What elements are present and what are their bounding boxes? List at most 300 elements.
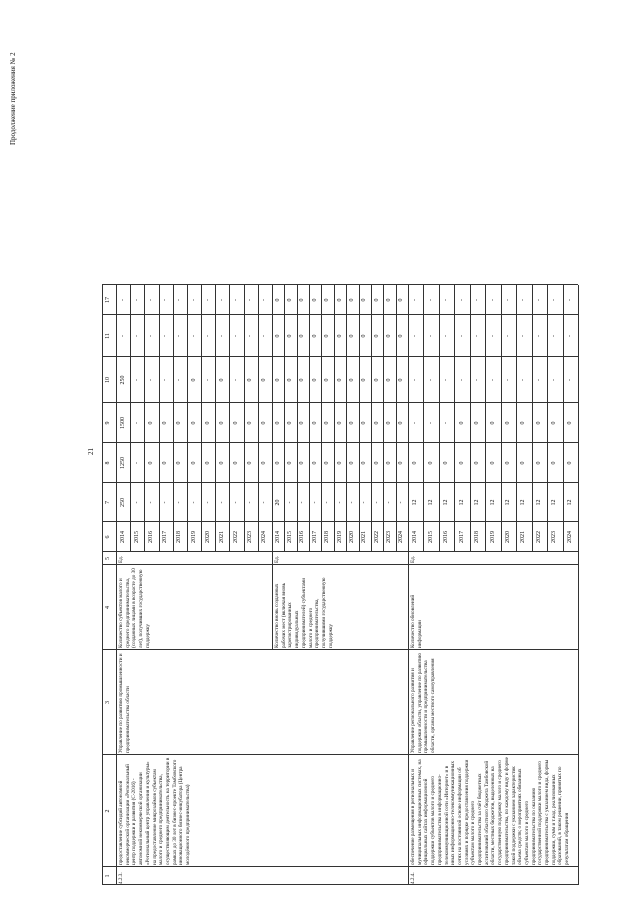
year-cell: 2018 bbox=[324, 531, 331, 543]
value-cell: - bbox=[474, 299, 481, 301]
col-rule bbox=[116, 402, 578, 403]
year-row-rule bbox=[439, 285, 440, 552]
value-cell: 0 bbox=[361, 421, 368, 425]
value-cell: - bbox=[176, 299, 183, 301]
value-cell: - bbox=[504, 379, 511, 381]
value-cell: 0 bbox=[274, 378, 281, 382]
value-cell: 0 bbox=[535, 461, 542, 465]
value-cell: - bbox=[299, 501, 306, 504]
value-cell: 0 bbox=[287, 421, 294, 425]
indicator-name: Количество вновь созданных рабочих мест (включая вновь зарегистрированных индивидуальных предпринимателей) субъектами малого и среднего предпринимательства, получившими государственную поддержку bbox=[274, 577, 334, 648]
year-cell: 2015 bbox=[133, 531, 140, 543]
col-rule bbox=[116, 884, 578, 885]
year-cell: 2020 bbox=[348, 531, 355, 543]
value-cell: 0 bbox=[398, 298, 405, 302]
year-cell: 2016 bbox=[443, 531, 450, 543]
value-cell: 0 bbox=[361, 334, 368, 338]
value-cell: - bbox=[427, 422, 434, 424]
value-cell: - bbox=[133, 299, 140, 301]
value-cell: - bbox=[551, 299, 558, 301]
value-cell: 0 bbox=[274, 334, 281, 338]
year-row-rule bbox=[547, 285, 548, 552]
value-cell: - bbox=[520, 299, 527, 301]
value-cell: - bbox=[458, 299, 465, 301]
value-cell: 1250 bbox=[119, 457, 126, 469]
header-cell: 9 bbox=[105, 421, 111, 425]
value-cell: 0 bbox=[443, 461, 450, 465]
unit-of-measure: Ед. bbox=[274, 555, 280, 563]
value-cell: - bbox=[348, 501, 355, 504]
col-rule bbox=[116, 442, 578, 443]
header-cell: 11 bbox=[105, 333, 111, 339]
value-cell: 0 bbox=[348, 421, 355, 425]
value-cell: 12 bbox=[551, 499, 558, 506]
header-col-rule bbox=[102, 284, 116, 285]
year-row-rule bbox=[383, 285, 384, 552]
value-cell: - bbox=[412, 335, 419, 337]
year-cell: 2017 bbox=[458, 531, 465, 543]
value-cell: 0 bbox=[336, 298, 343, 302]
value-cell: - bbox=[176, 335, 183, 337]
value-cell: - bbox=[427, 379, 434, 381]
responsible-executor: Управление регионального развития и поддержки области, управление по развитию промышленности и предпринимательства области, органы местного самоуправления bbox=[410, 653, 437, 753]
year-row-rule bbox=[144, 285, 145, 552]
value-cell: 20 bbox=[274, 499, 281, 506]
value-cell: 0 bbox=[299, 461, 306, 465]
value-cell: 0 bbox=[218, 461, 225, 465]
value-cell: 0 bbox=[398, 461, 405, 465]
value-cell: - bbox=[133, 422, 140, 424]
table-top-rule bbox=[102, 285, 103, 885]
value-cell: - bbox=[287, 501, 294, 504]
col-rule bbox=[116, 866, 578, 867]
value-cell: 0 bbox=[348, 298, 355, 302]
header-cell: 3 bbox=[105, 701, 111, 704]
value-cell: - bbox=[176, 501, 183, 504]
value-cell: 0 bbox=[504, 421, 511, 425]
value-cell: 0 bbox=[489, 421, 496, 425]
page-number: 21 bbox=[87, 448, 95, 455]
value-cell: 0 bbox=[520, 461, 527, 465]
year-row-rule bbox=[346, 285, 347, 552]
value-cell: 0 bbox=[261, 378, 268, 382]
year-row-rule bbox=[159, 285, 160, 552]
value-cell: 0 bbox=[176, 421, 183, 425]
year-cell: 2020 bbox=[504, 531, 511, 543]
value-cell: - bbox=[443, 335, 450, 337]
value-cell: 0 bbox=[261, 421, 268, 425]
value-cell: 0 bbox=[299, 421, 306, 425]
value-cell: 0 bbox=[147, 421, 154, 425]
value-cell: 0 bbox=[361, 461, 368, 465]
value-cell: - bbox=[204, 335, 211, 337]
value-cell: - bbox=[504, 335, 511, 337]
value-cell: - bbox=[162, 501, 169, 504]
value-cell: 0 bbox=[311, 421, 318, 425]
year-row-rule bbox=[532, 285, 533, 552]
value-cell: - bbox=[427, 299, 434, 301]
value-cell: 12 bbox=[474, 499, 481, 506]
header-cell: 8 bbox=[105, 461, 111, 465]
header-col-rule bbox=[102, 884, 116, 885]
value-cell: - bbox=[489, 335, 496, 337]
year-cell: 2020 bbox=[204, 531, 211, 543]
value-cell: 0 bbox=[348, 378, 355, 382]
year-cell: 2016 bbox=[147, 531, 154, 543]
year-cell: 2014 bbox=[274, 531, 281, 543]
value-cell: - bbox=[133, 335, 140, 337]
value-cell: 0 bbox=[204, 461, 211, 465]
value-cell: - bbox=[535, 379, 542, 381]
header-col-rule bbox=[102, 356, 116, 357]
value-cell: - bbox=[247, 299, 254, 301]
value-cell: - bbox=[443, 422, 450, 424]
value-cell: - bbox=[458, 379, 465, 381]
year-cell: 2021 bbox=[218, 531, 225, 543]
value-cell: - bbox=[147, 335, 154, 337]
year-row-rule bbox=[187, 285, 188, 552]
year-cell: 2021 bbox=[520, 531, 527, 543]
col-rule bbox=[116, 564, 578, 565]
value-cell: - bbox=[261, 299, 268, 301]
year-cell: 2024 bbox=[398, 531, 405, 543]
value-cell: 0 bbox=[311, 461, 318, 465]
value-cell: - bbox=[566, 379, 573, 381]
value-cell: - bbox=[190, 299, 197, 301]
header-col-rule bbox=[102, 521, 116, 522]
year-row-rule bbox=[423, 285, 424, 552]
value-cell: 0 bbox=[324, 334, 331, 338]
value-cell: 0 bbox=[373, 461, 380, 465]
col-rule bbox=[116, 314, 578, 315]
value-cell: - bbox=[233, 501, 240, 504]
header-cell: 5 bbox=[105, 557, 111, 560]
section-rule bbox=[408, 285, 409, 885]
value-cell: 0 bbox=[162, 421, 169, 425]
value-cell: 0 bbox=[489, 461, 496, 465]
value-cell: 0 bbox=[385, 298, 392, 302]
value-cell: 0 bbox=[204, 421, 211, 425]
year-cell: 2014 bbox=[412, 531, 419, 543]
header-col-rule bbox=[102, 482, 116, 483]
header-cell: 7 bbox=[105, 501, 111, 504]
year-cell: 2023 bbox=[247, 531, 254, 543]
year-row-rule bbox=[334, 285, 335, 552]
value-cell: 12 bbox=[412, 499, 419, 506]
value-cell: 0 bbox=[520, 421, 527, 425]
value-cell: 12 bbox=[566, 499, 573, 506]
value-cell: - bbox=[176, 379, 183, 381]
year-cell: 2021 bbox=[361, 531, 368, 543]
measure-description: предоставление субсидий автономной некоммерческой организации «Региональный центр поддержки и развития (С-2016) - автономной некоммерческой организации «Региональный центр управления и культуры» на предоставление микрозаймов субъектам малого и среднего предпринимательства, осуществляющим деятельность на территории в рамках до 30 лет в бизнес-проекте Тамбовского инновационного бизнес-инкубатора (Центра молодёжного предпринимательства) bbox=[118, 757, 192, 865]
year-cell: 2024 bbox=[261, 531, 268, 543]
value-cell: - bbox=[504, 299, 511, 301]
value-cell: 0 bbox=[274, 461, 281, 465]
value-cell: - bbox=[566, 299, 573, 301]
value-cell: - bbox=[443, 379, 450, 381]
value-cell: - bbox=[233, 299, 240, 301]
value-cell: 0 bbox=[504, 461, 511, 465]
value-cell: 0 bbox=[247, 378, 254, 382]
year-cell: 2017 bbox=[162, 531, 169, 543]
value-cell: 0 bbox=[336, 378, 343, 382]
value-cell: 0 bbox=[385, 334, 392, 338]
header-col-rule bbox=[102, 754, 116, 755]
value-cell: 250 bbox=[119, 498, 126, 507]
value-cell: 0 bbox=[287, 298, 294, 302]
value-cell: 0 bbox=[398, 378, 405, 382]
header-cell: 1 bbox=[105, 874, 111, 878]
value-cell: 0 bbox=[247, 421, 254, 425]
value-cell: - bbox=[474, 335, 481, 337]
value-cell: 0 bbox=[373, 334, 380, 338]
value-cell: - bbox=[147, 501, 154, 504]
header-cell: 6 bbox=[105, 535, 111, 539]
value-cell: 12 bbox=[535, 499, 542, 506]
value-cell: - bbox=[204, 379, 211, 381]
value-cell: - bbox=[162, 299, 169, 301]
value-cell: - bbox=[535, 335, 542, 337]
value-cell: 0 bbox=[427, 461, 434, 465]
year-cell: 2016 bbox=[299, 531, 306, 543]
header-cell: 4 bbox=[105, 606, 111, 609]
value-cell: 0 bbox=[551, 421, 558, 425]
year-row-rule bbox=[309, 285, 310, 552]
value-cell: 0 bbox=[233, 421, 240, 425]
value-cell: 0 bbox=[287, 378, 294, 382]
year-row-rule bbox=[258, 285, 259, 552]
value-cell: 0 bbox=[566, 421, 573, 425]
year-cell: 2022 bbox=[535, 531, 542, 543]
value-cell: 0 bbox=[348, 461, 355, 465]
value-cell: - bbox=[489, 379, 496, 381]
value-cell: - bbox=[162, 335, 169, 337]
value-cell: 0 bbox=[324, 298, 331, 302]
year-row-rule bbox=[359, 285, 360, 552]
value-cell: - bbox=[427, 335, 434, 337]
header-cell: 17 bbox=[105, 297, 111, 303]
value-cell: 0 bbox=[474, 461, 481, 465]
value-cell: 0 bbox=[233, 461, 240, 465]
value-cell: 0 bbox=[385, 461, 392, 465]
value-cell: - bbox=[551, 335, 558, 337]
value-cell: - bbox=[147, 299, 154, 301]
value-cell: - bbox=[261, 335, 268, 337]
value-cell: 0 bbox=[324, 461, 331, 465]
value-cell: 0 bbox=[218, 378, 225, 382]
value-cell: 0 bbox=[398, 421, 405, 425]
section-rule bbox=[578, 285, 579, 885]
value-cell: - bbox=[190, 335, 197, 337]
value-cell: 0 bbox=[348, 334, 355, 338]
year-row-rule bbox=[297, 285, 298, 552]
col-rule bbox=[116, 482, 578, 483]
indicator-name: Количество обновлений информации bbox=[410, 594, 423, 648]
value-cell: 0 bbox=[299, 378, 306, 382]
value-cell: 0 bbox=[361, 378, 368, 382]
value-cell: 0 bbox=[566, 461, 573, 465]
col-rule bbox=[116, 356, 578, 357]
value-cell: 0 bbox=[190, 461, 197, 465]
unit-of-measure: Ед. bbox=[410, 555, 416, 563]
value-cell: 0 bbox=[373, 421, 380, 425]
value-cell: - bbox=[520, 379, 527, 381]
year-cell: 2015 bbox=[427, 531, 434, 543]
year-cell: 2023 bbox=[551, 531, 558, 543]
value-cell: - bbox=[261, 501, 268, 504]
year-cell: 2022 bbox=[233, 531, 240, 543]
value-cell: - bbox=[412, 422, 419, 424]
col-rule bbox=[116, 284, 578, 285]
value-cell: - bbox=[566, 335, 573, 337]
value-cell: - bbox=[204, 501, 211, 504]
value-cell: - bbox=[133, 501, 140, 504]
value-cell: - bbox=[218, 299, 225, 301]
value-cell: - bbox=[162, 379, 169, 381]
header-col-rule bbox=[102, 402, 116, 403]
value-cell: 0 bbox=[190, 378, 197, 382]
value-cell: - bbox=[247, 501, 254, 504]
year-cell: 2015 bbox=[287, 531, 294, 543]
appendix-label: Продолжение приложения № 2 bbox=[9, 52, 17, 145]
value-cell: - bbox=[119, 299, 126, 301]
col-rule bbox=[116, 649, 578, 650]
year-row-rule bbox=[321, 285, 322, 552]
year-row-rule bbox=[501, 285, 502, 552]
value-cell: 0 bbox=[551, 461, 558, 465]
year-row-rule bbox=[229, 285, 230, 552]
value-cell: 0 bbox=[361, 298, 368, 302]
year-cell: 2017 bbox=[311, 531, 318, 543]
value-cell: - bbox=[551, 379, 558, 381]
value-cell: - bbox=[233, 335, 240, 337]
value-cell: 0 bbox=[190, 421, 197, 425]
value-cell: 12 bbox=[489, 499, 496, 506]
value-cell: 0 bbox=[299, 334, 306, 338]
value-cell: 0 bbox=[311, 378, 318, 382]
value-cell: - bbox=[535, 299, 542, 301]
year-cell: 2019 bbox=[190, 531, 197, 543]
value-cell: 0 bbox=[299, 298, 306, 302]
value-cell: - bbox=[336, 501, 343, 504]
year-cell: 2024 bbox=[566, 531, 573, 543]
year-cell: 2018 bbox=[474, 531, 481, 543]
measure-description: обеспечение размещения в региональных и муниципальных информационных системах, на официальных сайтах информационной поддержки субъектов малого и среднего предпринимательства в информационно-телекоммуникационной сети «Интернет» и в иных информационно-телекоммуникационных сетях на постоянной основе информации об условиях и порядке предоставления поддержки субъектам малого и среднего предпринимательства за счёт бюджетных ассигнований областного бюджета Тамбовской области, местных бюджетов, выделенных на государственную поддержку малого и среднего предпринимательства, по каждому виду и форме такой поддержки с указанием характеристик объема средств; о мероприятиях обязанных субъектам малого и среднего предпринимательства по оказанию государственной поддержки малого и среднего предпринимательства с указанием вида, формы поддержки, сумм и т.над. реализованных образований, в таком решении, принятых по результатам обращения bbox=[410, 757, 571, 865]
value-cell: 0 bbox=[535, 421, 542, 425]
value-cell: 0 bbox=[176, 461, 183, 465]
value-cell: 0 bbox=[373, 378, 380, 382]
value-cell: 12 bbox=[458, 499, 465, 506]
value-cell: - bbox=[190, 501, 197, 504]
header-col-rule bbox=[102, 866, 116, 867]
value-cell: 0 bbox=[287, 461, 294, 465]
value-cell: - bbox=[324, 501, 331, 504]
value-cell: - bbox=[373, 501, 380, 504]
year-row-rule bbox=[470, 285, 471, 552]
value-cell: 0 bbox=[287, 334, 294, 338]
year-row-rule bbox=[215, 285, 216, 552]
value-cell: 0 bbox=[412, 461, 419, 465]
header-col-rule bbox=[102, 564, 116, 565]
year-row-rule bbox=[130, 285, 131, 552]
value-cell: 0 bbox=[324, 378, 331, 382]
value-cell: 0 bbox=[247, 461, 254, 465]
value-cell: - bbox=[443, 299, 450, 301]
value-cell: - bbox=[119, 335, 126, 337]
year-row-rule bbox=[485, 285, 486, 552]
year-cell: 2022 bbox=[373, 531, 380, 543]
year-row-rule bbox=[396, 285, 397, 552]
col-rule bbox=[116, 521, 578, 522]
row-number: 4.2.4. bbox=[410, 872, 416, 884]
value-cell: - bbox=[133, 379, 140, 381]
value-cell: - bbox=[398, 501, 405, 504]
value-cell: 0 bbox=[336, 421, 343, 425]
year-row-rule bbox=[173, 285, 174, 552]
year-cell: 2019 bbox=[489, 531, 496, 543]
year-cell: 2019 bbox=[336, 531, 343, 543]
value-cell: 0 bbox=[373, 298, 380, 302]
value-cell: 12 bbox=[504, 499, 511, 506]
header-col-rule bbox=[102, 551, 116, 552]
value-cell: 0 bbox=[311, 334, 318, 338]
row-number: 4.2.3. bbox=[118, 872, 124, 884]
value-cell: - bbox=[520, 335, 527, 337]
header-col-rule bbox=[102, 442, 116, 443]
value-cell: 0 bbox=[458, 461, 465, 465]
value-cell: 0 bbox=[336, 461, 343, 465]
value-cell: - bbox=[412, 379, 419, 381]
value-cell: 12 bbox=[520, 499, 527, 506]
value-cell: 0 bbox=[261, 461, 268, 465]
year-cell: 2023 bbox=[385, 531, 392, 543]
value-cell: 1500 bbox=[119, 417, 126, 429]
header-cell: 10 bbox=[105, 377, 111, 383]
value-cell: 0 bbox=[458, 421, 465, 425]
value-cell: - bbox=[218, 501, 225, 504]
year-row-rule bbox=[284, 285, 285, 552]
year-row-rule bbox=[371, 285, 372, 552]
value-cell: 0 bbox=[162, 461, 169, 465]
year-row-rule bbox=[454, 285, 455, 552]
header-cell: 2 bbox=[105, 809, 111, 813]
year-row-rule bbox=[201, 285, 202, 552]
value-cell: - bbox=[133, 462, 140, 464]
value-cell: 0 bbox=[324, 421, 331, 425]
year-row-rule bbox=[516, 285, 517, 552]
value-cell: - bbox=[247, 335, 254, 337]
value-cell: 0 bbox=[274, 421, 281, 425]
year-cell: 2014 bbox=[119, 531, 126, 543]
value-cell: 12 bbox=[443, 499, 450, 506]
unit-of-measure: Ед. bbox=[118, 555, 124, 563]
value-cell: - bbox=[458, 335, 465, 337]
value-cell: 0 bbox=[274, 298, 281, 302]
value-cell: 0 bbox=[474, 421, 481, 425]
value-cell: - bbox=[147, 379, 154, 381]
section-rule bbox=[272, 285, 273, 650]
value-cell: 0 bbox=[311, 298, 318, 302]
responsible-executor: Управление по развитию промышленности и предпринимательства области bbox=[118, 653, 131, 753]
col-rule bbox=[116, 551, 578, 552]
value-cell: - bbox=[489, 299, 496, 301]
value-cell: - bbox=[218, 335, 225, 337]
year-row-rule bbox=[563, 285, 564, 552]
indicator-name: Количество субъектов малого и среднего предпринимательства, (созданных лицами в возрасте до 30 лет), получивших государственную поддержку bbox=[118, 568, 151, 648]
value-cell: 0 bbox=[336, 334, 343, 338]
value-cell: - bbox=[204, 299, 211, 301]
col-rule bbox=[116, 754, 578, 755]
